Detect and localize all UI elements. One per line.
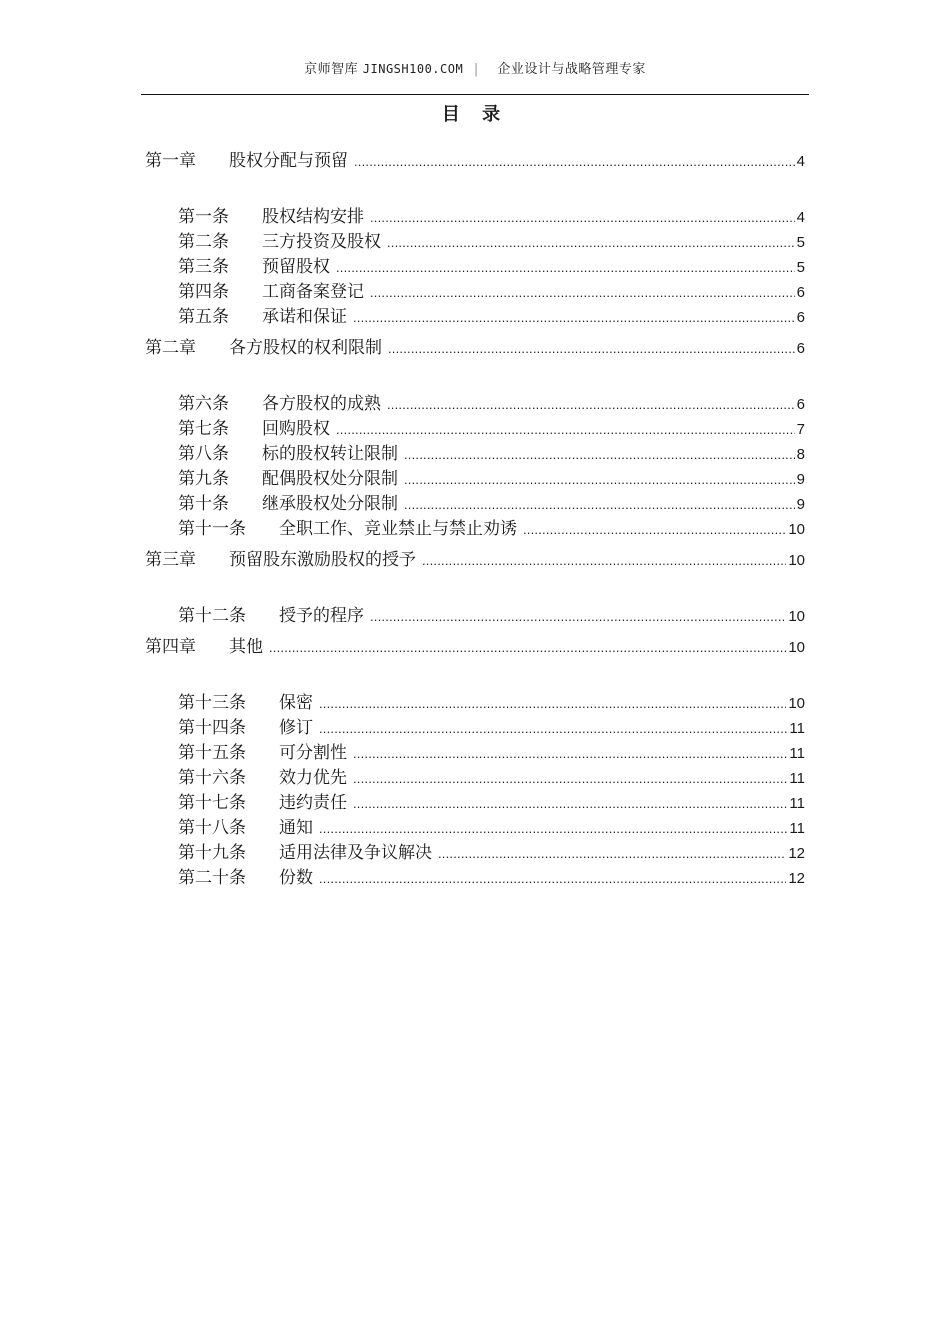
toc-entry-title: 其他 bbox=[229, 637, 263, 657]
toc-article-entry[interactable] bbox=[178, 393, 805, 415]
toc-dot-leader bbox=[354, 151, 795, 173]
toc-entry-title: 标的股权转让限制 bbox=[262, 444, 398, 464]
toc-article-entry[interactable] bbox=[178, 867, 805, 889]
toc-entry-number: 第七条 bbox=[178, 419, 229, 439]
toc-entry-title: 违约责任 bbox=[279, 793, 347, 813]
toc-entry-title: 承诺和保证 bbox=[262, 307, 347, 327]
toc-article-entry[interactable] bbox=[178, 443, 805, 465]
toc-entry-number: 第八条 bbox=[178, 444, 229, 464]
toc-entry-title: 三方投资及股权 bbox=[262, 232, 381, 252]
toc-entry-number: 第一条 bbox=[178, 207, 229, 227]
toc-page-number: 9 bbox=[796, 496, 805, 513]
toc-dot-leader bbox=[353, 793, 787, 815]
toc-entry-title: 继承股权处分限制 bbox=[262, 494, 398, 514]
toc-entry-number: 第二十条 bbox=[178, 868, 246, 888]
toc-entry-number: 第一章 bbox=[145, 151, 196, 171]
toc-page-number: 7 bbox=[796, 421, 805, 438]
toc-dot-leader bbox=[353, 307, 795, 329]
toc-dot-leader bbox=[404, 444, 795, 466]
header-divider bbox=[141, 94, 809, 95]
toc-page-number: 5 bbox=[796, 234, 805, 251]
toc-page-number: 10 bbox=[788, 695, 805, 712]
toc-page-number: 4 bbox=[796, 209, 805, 226]
toc-entry-number: 第四条 bbox=[178, 282, 229, 302]
toc-dot-leader bbox=[404, 469, 795, 491]
toc-entry-title: 工商备案登记 bbox=[262, 282, 364, 302]
toc-entry-title: 效力优先 bbox=[279, 768, 347, 788]
toc-article-entry[interactable] bbox=[178, 306, 805, 328]
toc-entry-number: 第十五条 bbox=[178, 743, 246, 763]
toc-page-number: 12 bbox=[788, 845, 805, 862]
toc-article-entry[interactable] bbox=[178, 842, 805, 864]
toc-dot-leader bbox=[370, 207, 795, 229]
toc-entry-number: 第五条 bbox=[178, 307, 229, 327]
toc-article-entry[interactable] bbox=[178, 468, 805, 490]
toc-article-entry[interactable] bbox=[178, 493, 805, 515]
toc-entry-number: 第十三条 bbox=[178, 693, 246, 713]
toc-page-number: 8 bbox=[796, 446, 805, 463]
toc-entry-title: 回购股权 bbox=[262, 419, 330, 439]
toc-dot-leader bbox=[404, 494, 795, 516]
toc-chapter-entry[interactable] bbox=[145, 150, 805, 172]
toc-dot-leader bbox=[387, 394, 795, 416]
toc-dot-leader bbox=[353, 743, 787, 765]
toc-entry-title: 全职工作、竞业禁止与禁止劝诱 bbox=[279, 519, 517, 539]
toc-dot-leader bbox=[422, 550, 786, 572]
toc-page-number: 4 bbox=[796, 153, 805, 170]
toc-page-number: 5 bbox=[796, 259, 805, 276]
toc-page-number: 11 bbox=[789, 745, 805, 762]
toc-article-entry[interactable] bbox=[178, 418, 805, 440]
toc-dot-leader bbox=[438, 843, 786, 865]
toc-entry-title: 各方股权的成熟 bbox=[262, 394, 381, 414]
toc-dot-leader bbox=[388, 338, 795, 360]
header-separator: | bbox=[473, 62, 479, 77]
page-header bbox=[140, 58, 810, 77]
toc-entry-number: 第三条 bbox=[178, 257, 229, 277]
toc-page-number: 9 bbox=[796, 471, 805, 488]
toc-entry-number: 第十九条 bbox=[178, 843, 246, 863]
toc-page-number: 10 bbox=[788, 521, 805, 538]
toc-entry-title: 各方股权的权利限制 bbox=[229, 338, 382, 358]
header-brand: 京师智库 bbox=[304, 62, 359, 77]
toc-entry-number: 第十一条 bbox=[178, 519, 246, 539]
toc-entry-number: 第九条 bbox=[178, 469, 229, 489]
toc-article-entry[interactable] bbox=[178, 717, 805, 739]
toc-entry-title: 通知 bbox=[279, 818, 313, 838]
toc-page-number: 11 bbox=[789, 770, 805, 787]
toc-entry-title: 授予的程序 bbox=[279, 606, 364, 626]
toc-dot-leader bbox=[336, 419, 795, 441]
toc-article-entry[interactable] bbox=[178, 692, 805, 714]
toc-chapter-entry[interactable] bbox=[145, 636, 805, 658]
toc-page-number: 12 bbox=[788, 870, 805, 887]
toc-entry-title: 保密 bbox=[279, 693, 313, 713]
toc-entry-title: 预留股权 bbox=[262, 257, 330, 277]
toc-dot-leader bbox=[336, 257, 795, 279]
toc-article-entry[interactable] bbox=[178, 206, 805, 228]
toc-entry-number: 第十八条 bbox=[178, 818, 246, 838]
toc-dot-leader bbox=[353, 768, 787, 790]
toc-article-entry[interactable] bbox=[178, 231, 805, 253]
toc-entry-number: 第二章 bbox=[145, 338, 196, 358]
toc-entry-number: 第十四条 bbox=[178, 718, 246, 738]
toc-dot-leader bbox=[387, 232, 795, 254]
toc-entry-title: 预留股东激励股权的授予 bbox=[229, 550, 416, 570]
toc-article-entry[interactable] bbox=[178, 605, 805, 627]
toc-entry-title: 可分割性 bbox=[279, 743, 347, 763]
toc-entry-number: 第四章 bbox=[145, 637, 196, 657]
toc-entry-number: 第三章 bbox=[145, 550, 196, 570]
toc-entry-number: 第六条 bbox=[178, 394, 229, 414]
toc-dot-leader bbox=[319, 693, 786, 715]
toc-page-number: 11 bbox=[789, 795, 805, 812]
toc-chapter-entry[interactable] bbox=[145, 549, 805, 571]
toc-entry-number: 第十二条 bbox=[178, 606, 246, 626]
toc-dot-leader bbox=[370, 606, 786, 628]
toc-dot-leader bbox=[319, 868, 786, 890]
toc-title: 目 录 bbox=[441, 104, 509, 125]
toc-article-entry[interactable] bbox=[178, 817, 805, 839]
toc-page-number: 10 bbox=[788, 639, 805, 656]
toc-page-number: 10 bbox=[788, 552, 805, 569]
toc-entry-number: 第十条 bbox=[178, 494, 229, 514]
toc-dot-leader bbox=[370, 282, 795, 304]
toc-page-number: 6 bbox=[796, 396, 805, 413]
header-site: JINGSH100.COM bbox=[362, 62, 464, 76]
toc-article-entry[interactable] bbox=[178, 256, 805, 278]
toc-dot-leader bbox=[523, 519, 786, 541]
toc-article-entry[interactable] bbox=[178, 281, 805, 303]
toc-dot-leader bbox=[269, 637, 786, 659]
toc-entry-title: 适用法律及争议解决 bbox=[279, 843, 432, 863]
toc-page-number: 6 bbox=[796, 284, 805, 301]
toc-page-number: 10 bbox=[788, 608, 805, 625]
toc-entry-title: 股权结构安排 bbox=[262, 207, 364, 227]
toc-entry-title: 股权分配与预留 bbox=[229, 151, 348, 171]
toc-article-entry[interactable] bbox=[178, 792, 805, 814]
toc-dot-leader bbox=[319, 818, 787, 840]
toc-entry-number: 第十六条 bbox=[178, 768, 246, 788]
toc-article-entry[interactable] bbox=[178, 742, 805, 764]
toc-entry-title: 份数 bbox=[279, 868, 313, 888]
toc-dot-leader bbox=[319, 718, 787, 740]
toc-chapter-entry[interactable] bbox=[145, 337, 805, 359]
toc-page-number: 6 bbox=[796, 309, 805, 326]
header-tagline: 企业设计与战略管理专家 bbox=[497, 62, 646, 77]
toc-entry-number: 第十七条 bbox=[178, 793, 246, 813]
toc-entry-title: 配偶股权处分限制 bbox=[262, 469, 398, 489]
toc-article-entry[interactable] bbox=[178, 518, 805, 540]
toc-entry-number: 第二条 bbox=[178, 232, 229, 252]
toc-page-number: 11 bbox=[789, 820, 805, 837]
toc-page-number: 6 bbox=[796, 340, 805, 357]
toc-page-number: 11 bbox=[789, 720, 805, 737]
toc-article-entry[interactable] bbox=[178, 767, 805, 789]
toc-entry-title: 修订 bbox=[279, 718, 313, 738]
